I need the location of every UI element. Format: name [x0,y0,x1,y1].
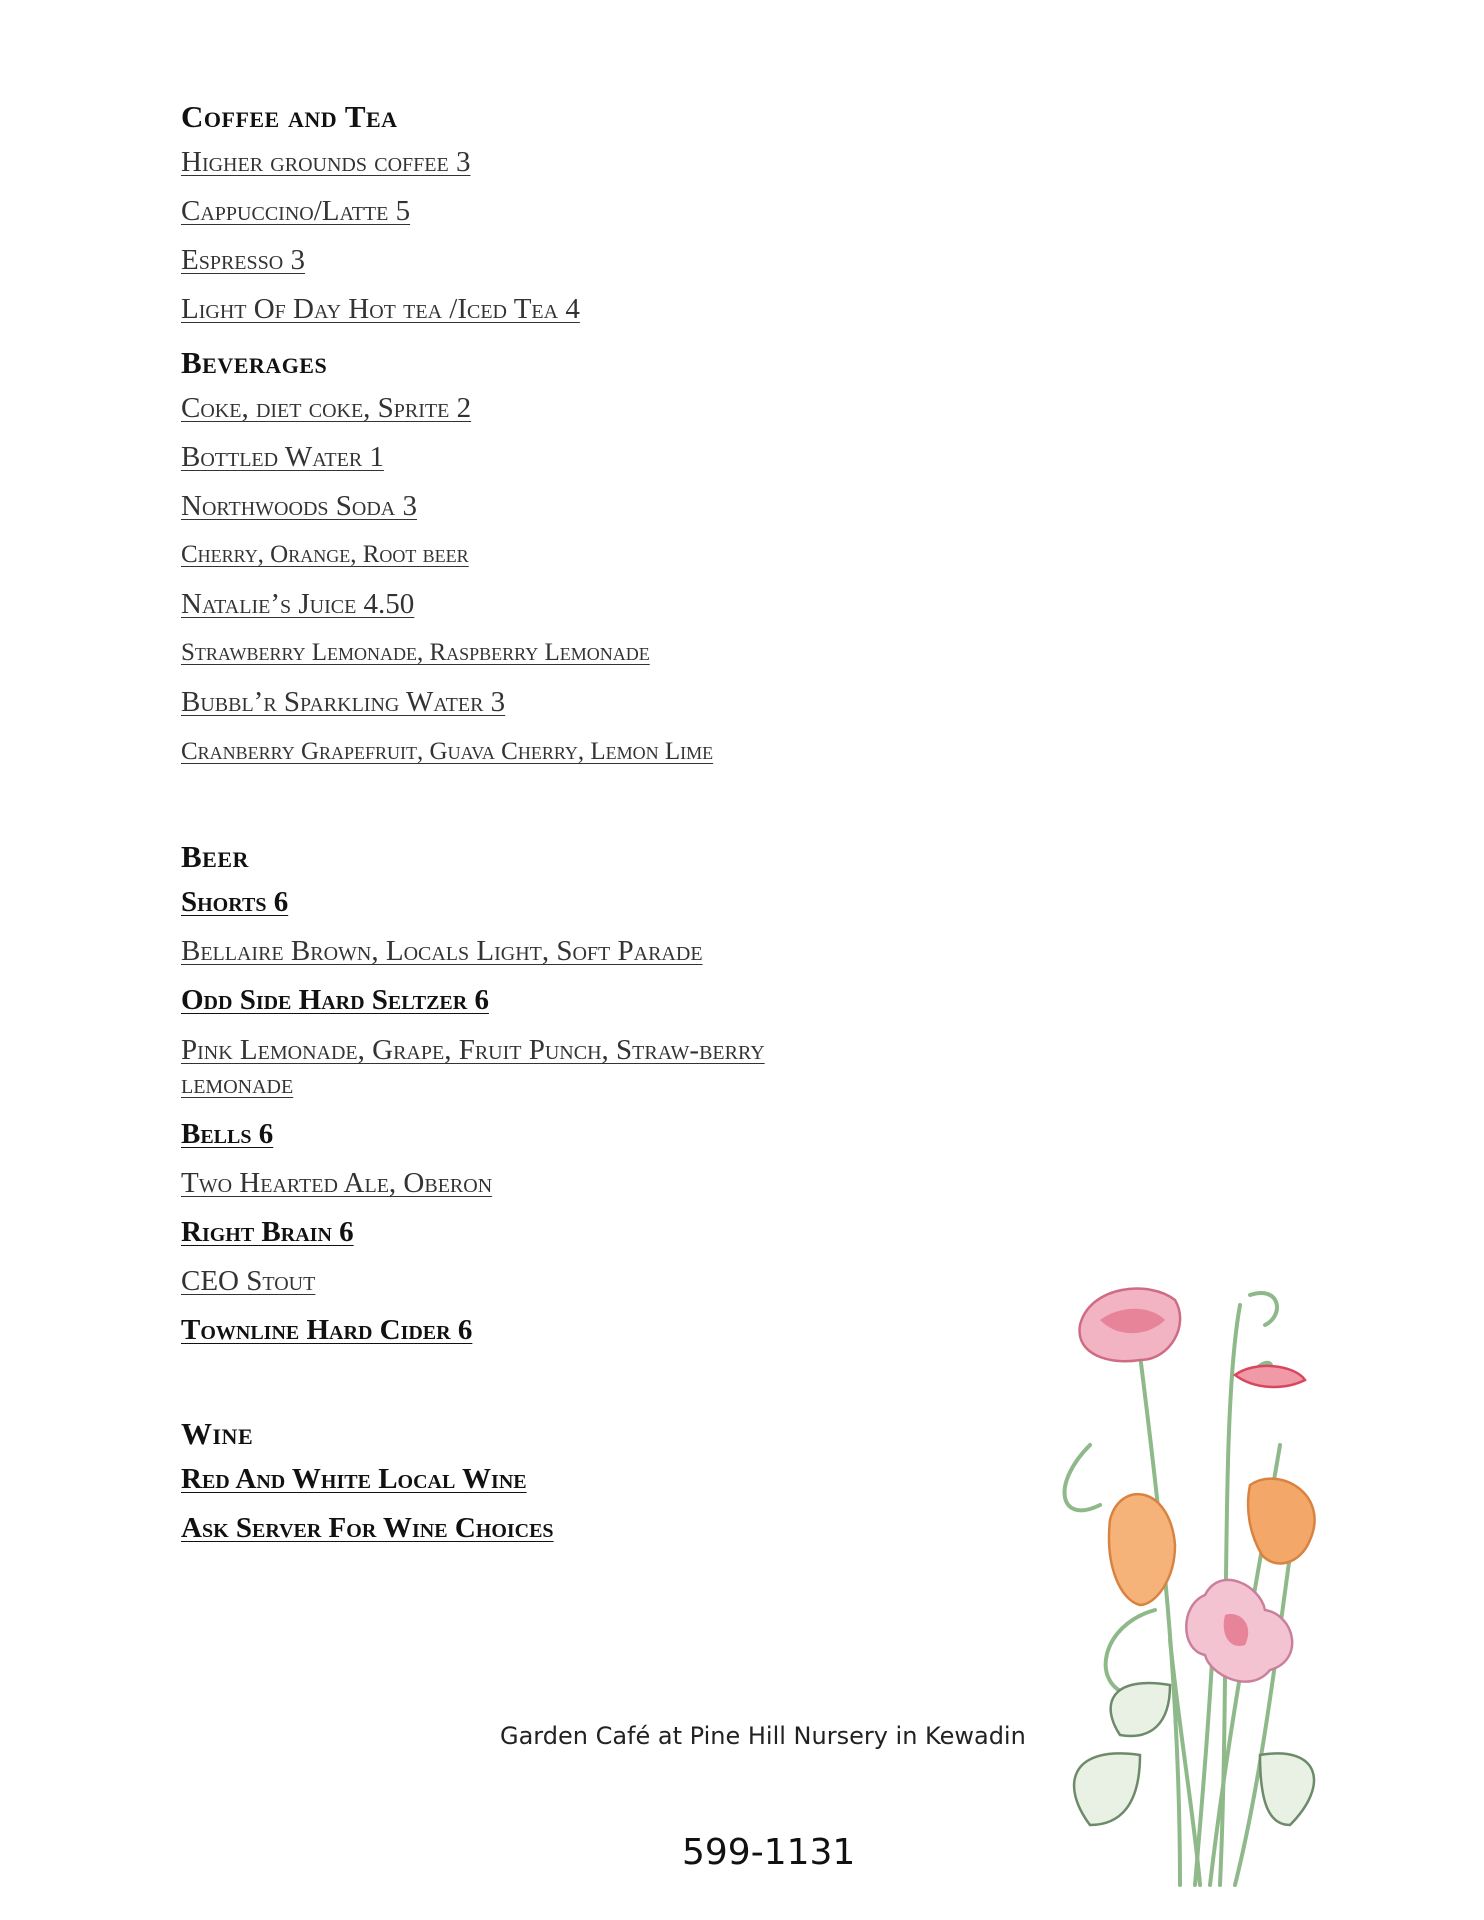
cafe-location: Garden Café at Pine Hill Nursery in Kewadin [500,1722,1026,1750]
section-heading-beverages: Beverages [181,345,328,380]
phone-number: 599-1131 [682,1832,856,1873]
pink-poppy-icon [1080,1289,1181,1362]
menu-item-brewery: Odd Side Hard Seltzer 6 [181,984,489,1016]
orange-tulip-icon [1248,1479,1315,1564]
menu-item: Cappuccino/Latte 5 [181,195,411,227]
menu-item-brewery: Right Brain 6 [181,1216,354,1248]
menu-item-flavors: Cranberry Grapefruit, Guava Cherry, Lemon Lime [181,738,714,765]
drink-menu [181,96,821,1561]
flower-bouquet-illustration [1030,1265,1350,1895]
pink-lily-icon [1186,1580,1292,1682]
menu-item: Natalie’s Juice 4.50 [181,588,415,620]
menu-item: Higher grounds coffee 3 [181,146,471,178]
menu-item: Two Hearted Ale, Oberon [181,1167,493,1199]
menu-item: CEO Stout [181,1265,316,1297]
menu-item: Bottled Water 1 [181,441,384,473]
menu-item-brewery: Bells 6 [181,1118,274,1150]
menu-item: Red And White Local Wine [181,1463,527,1495]
menu-item: Ask Server For Wine Choices [181,1512,554,1544]
menu-item: Bubbl’r Sparkling Water 3 [181,686,506,718]
menu-item: Pink Lemonade, Grape, Fruit Punch, Straw-berry lemonade [181,1034,765,1100]
menu-item-brewery: Shorts 6 [181,886,289,918]
section-heading-beer: Beer [181,839,249,874]
menu-item: Espresso 3 [181,244,305,276]
menu-item: Bellaire Brown, Locals Light, Soft Parade [181,935,703,967]
section-heading-wine: Wine [181,1416,254,1451]
red-bud-icon [1235,1366,1305,1387]
menu-item-brewery: Townline Hard Cider 6 [181,1314,473,1346]
menu-item: Light Of Day Hot tea /Iced Tea 4 [181,293,580,325]
menu-item: Northwoods Soda 3 [181,490,417,522]
menu-item-flavors: Cherry, Orange, Root beer [181,541,469,568]
menu-item: Coke, diet coke, Sprite 2 [181,392,472,424]
section-heading-coffee-tea: Coffee and Tea [181,99,398,134]
menu-item-flavors: Strawberry Lemonade, Raspberry Lemonade [181,639,650,666]
